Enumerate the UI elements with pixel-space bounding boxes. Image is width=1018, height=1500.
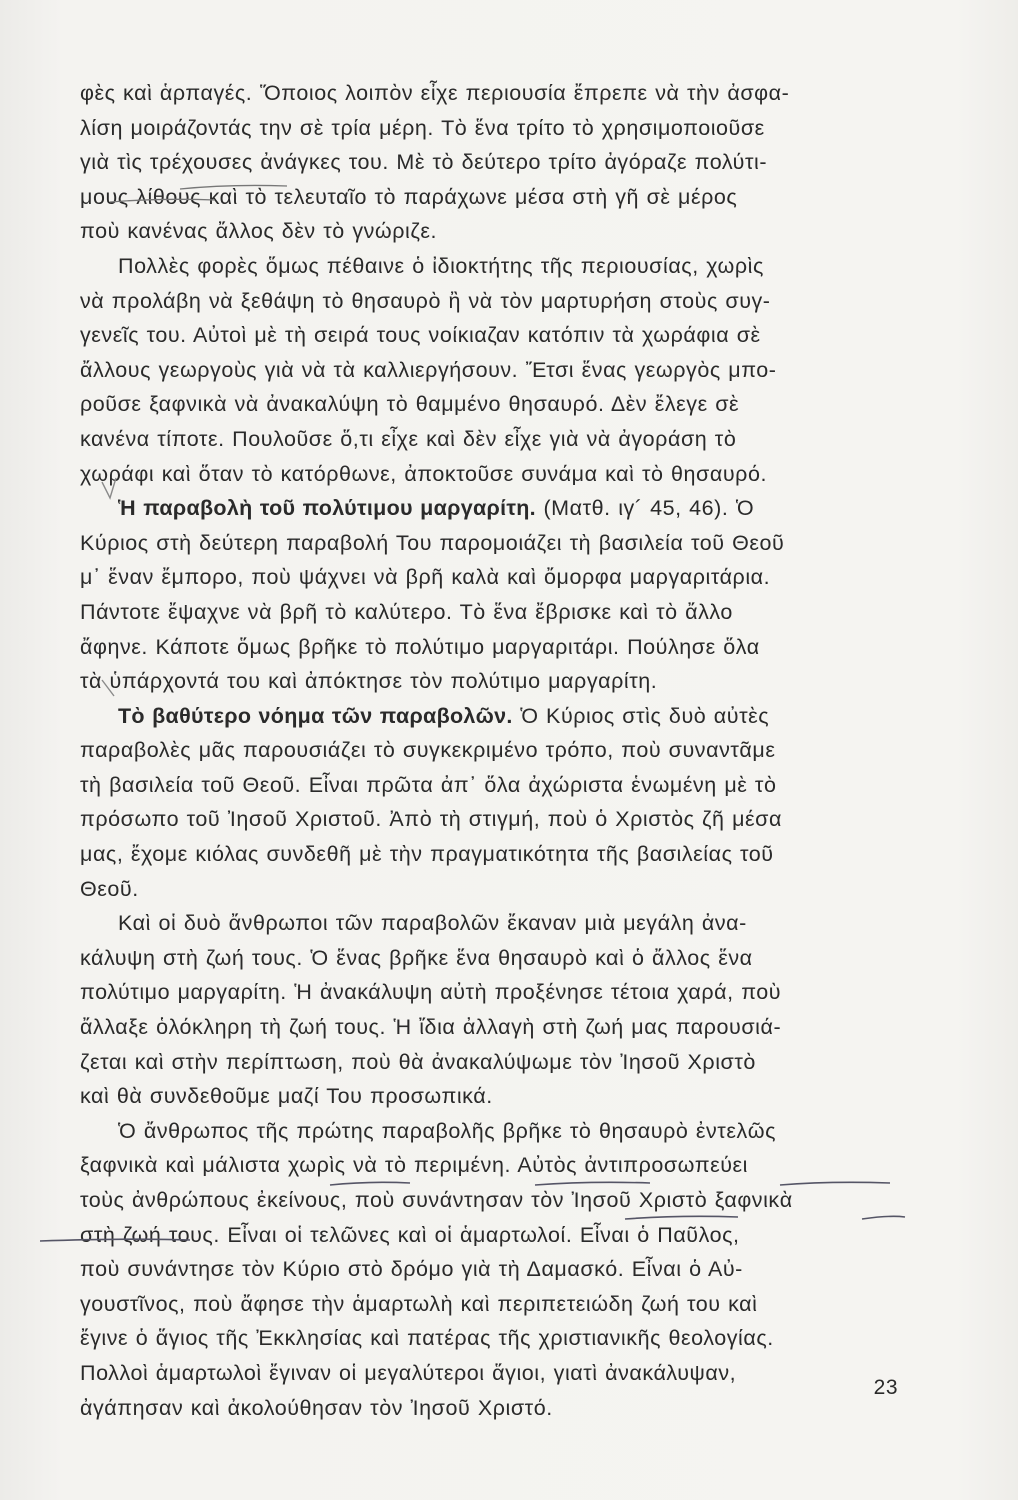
text-line: πρόσωπο τοῦ Ἰησοῦ Χριστοῦ. Ἀπὸ τὴ στιγμή, ποὺ ὁ Χριστὸς ζῆ μέσα [80, 807, 782, 832]
text-line: νὰ προλάβη νὰ ξεθάψη τὸ θησαυρὸ ἢ νὰ τὸν μαρτυρήση στοὺς συγ- [80, 288, 771, 313]
text-line: ξαφνικὰ καὶ μάλιστα χωρὶς νὰ τὸ περιμένη. Αὐτὸς ἀντιπροσωπεύει [80, 1153, 748, 1178]
text-line: γενεῖς του. Αὐτοὶ μὲ τὴ σειρά τους νοίκιαζαν κατόπιν τὰ χωράφια σὲ [80, 323, 761, 348]
text-line: Πολλὲς φορὲς ὅμως πέθαινε ὁ ἰδιοκτήτης τῆς περιουσίας, χωρὶς [118, 253, 764, 278]
text-line: Καὶ οἱ δυὸ ἄνθρωποι τῶν παραβολῶν ἔκαναν μιὰ μεγάλη ἀνα- [118, 911, 747, 936]
text-line: ἔγινε ὁ ἅγιος τῆς Ἐκκλησίας καὶ πατέρας τῆς χριστιανικῆς θεολογίας. [80, 1326, 774, 1351]
text-line: φὲς καὶ ἁρπαγές. Ὅποιος λοιπὸν εἶχε περιουσία ἔπρεπε νὰ τὴν ἀσφα- [80, 81, 790, 105]
text-line: γουστῖνος, ποὺ ἄφησε τὴν ἁμαρτωλὴ καὶ περιπετειώδη ζωή του καὶ [80, 1291, 758, 1316]
text-line: Θεοῦ. [80, 876, 139, 901]
heading-continuation: (Ματθ. ιγ´ 45, 46). Ὁ [535, 496, 755, 521]
text-line: ποὺ συνάντησε τὸν Κύριο στὸ δρόμο γιὰ τὴ Δαμασκό. Εἶναι ὁ Αὐ- [80, 1257, 743, 1282]
text-line: ἄλλους γεωργοὺς γιὰ νὰ τὰ καλλιεργήσουν. Ἔτσι ἕνας γεωργὸς μπο- [80, 357, 777, 382]
heading-continuation: Ὁ Κύριος στὶς δυὸ αὐτὲς [512, 703, 770, 728]
text-line: τὴ βασιλεία τοῦ Θεοῦ. Εἶναι πρῶτα ἀπ᾿ ὅλα ἀχώριστα ἑνωμένη μὲ τὸ [80, 772, 777, 797]
text-line: κάλυψη στὴ ζωή τους. Ὁ ἕνας βρῆκε ἕνα θησαυρὸ καὶ ὁ ἄλλος ἕνα [80, 945, 753, 970]
text-line: λίση μοιράζοντάς την σὲ τρία μέρη. Τὸ ἕνα τρίτο τὸ χρησιμοποιοῦσε [80, 115, 765, 140]
text-line: τὰ ὑπάρχοντά του καὶ ἀπόκτησε τὸν πολύτιμο μαργαρίτη. [80, 669, 658, 694]
text-line: ἄλλαξε ὁλόκληρη τὴ ζωή τους. Ἡ ἴδια ἀλλαγὴ στὴ ζωή μας παρουσιά- [80, 1015, 782, 1040]
section-heading: Ἡ παραβολὴ τοῦ πολύτιμου μαργαρίτη. [118, 496, 536, 521]
section-heading: Τὸ βαθύτερο νόημα τῶν παραβολῶν. [118, 703, 513, 728]
text-line: Κύριος στὴ δεύτερη παραβολή Του παρομοιάζει τὴ βασιλεία τοῦ Θεοῦ [80, 530, 785, 555]
text-line: γιὰ τὶς τρέχουσες ἀνάγκες του. Μὲ τὸ δεύτερο τρίτο ἀγόραζε πολύτι- [80, 150, 768, 175]
text-line: ἀγάπησαν καὶ ἀκολούθησαν τὸν Ἰησοῦ Χριστό. [80, 1395, 553, 1420]
text-line: Πάντοτε ἔψαχνε νὰ βρῆ τὸ καλύτερο. Τὸ ἕνα ἔβρισκε καὶ τὸ ἄλλο [80, 599, 733, 624]
text-line: μ᾿ ἕναν ἔμπορο, ποὺ ψάχνει νὰ βρῆ καλὰ καὶ ὄμορφα μαργαριτάρια. [80, 565, 771, 590]
text-line: πολύτιμο μαργαρίτη. Ἡ ἀνακάλυψη αὐτὴ προξένησε τέτοια χαρά, ποὺ [80, 980, 782, 1005]
text-line: παραβολὲς μᾶς παρουσιάζει τὸ συγκεκριμένο τρόπο, ποὺ συναντᾶμε [80, 738, 776, 763]
text-line: κανένα τίποτε. Πουλοῦσε ὅ,τι εἶχε καὶ δὲν εἶχε γιὰ νὰ ἀγοράση τὸ [80, 426, 737, 451]
text-line: ροῦσε ξαφνικὰ νὰ ἀνακαλύψη τὸ θαμμένο θησαυρό. Δὲν ἔλεγε σὲ [80, 392, 740, 417]
text-line: ζεται καὶ στὴν περίπτωση, ποὺ θὰ ἀνακαλύψωμε τὸν Ἰησοῦ Χριστὸ [80, 1049, 756, 1074]
text-line: μους λίθους καὶ τὸ τελευταῖο τὸ παράχωνε μέσα στὴ γῆ σὲ μέρος [80, 184, 738, 209]
text-line: τοὺς ἀνθρώπους ἐκείνους, ποὺ συνάντησαν τὸν Ἰησοῦ Χριστὸ ξαφνικὰ [80, 1188, 793, 1212]
page-number: 23 [873, 1376, 898, 1399]
text-line: Πολλοὶ ἁμαρτωλοὶ ἔγιναν οἱ μεγαλύτεροι ἅγιοι, γιατὶ ἀνακάλυψαν, [80, 1360, 737, 1385]
text-line: στὴ ζωή τους. Εἶναι οἱ τελῶνες καὶ οἱ ἁμαρτωλοί. Εἶναι ὁ Παῦλος, [80, 1222, 740, 1247]
text-line: καὶ θὰ συνδεθοῦμε μαζί Του προσωπικά. [80, 1084, 493, 1109]
text-line: χωράφι καὶ ὅταν τὸ κατόρθωνε, ἀποκτοῦσε συνάμα καὶ τὸ θησαυρό. [80, 461, 767, 486]
text-line: μας, ἔχομε κιόλας συνδεθῆ μὲ τὴν πραγματικότητα τῆς βασιλείας τοῦ [80, 842, 774, 867]
text-line: ποὺ κανένας ἄλλος δὲν τὸ γνώριζε. [80, 219, 438, 244]
text-line: ἄφηνε. Κάποτε ὅμως βρῆκε τὸ πολύτιμο μαργαριτάρι. Πούλησε ὅλα [80, 634, 760, 659]
text-line: Ὁ ἄνθρωπος τῆς πρώτης παραβολῆς βρῆκε τὸ θησαυρὸ ἐντελῶς [118, 1118, 777, 1143]
